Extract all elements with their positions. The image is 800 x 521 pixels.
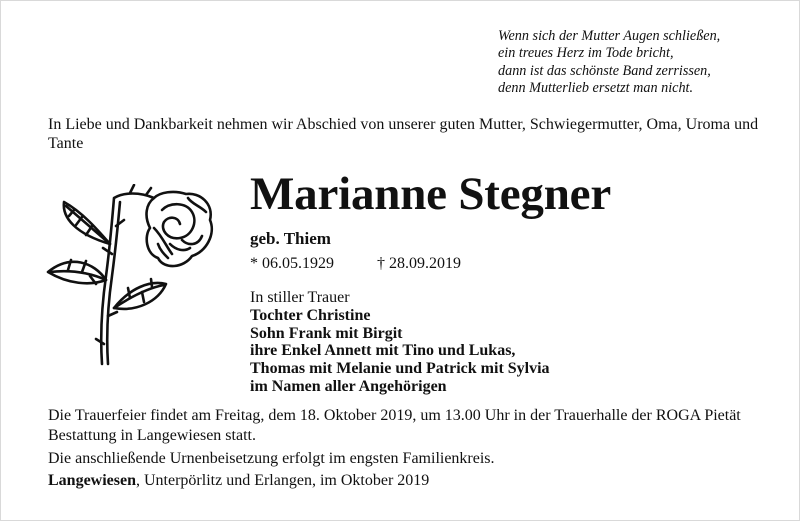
rose-drawing-icon bbox=[42, 184, 220, 374]
place-main: Langewiesen bbox=[48, 472, 136, 489]
deceased-name: Marianne Stegner bbox=[250, 168, 611, 220]
place-date bbox=[48, 471, 768, 491]
mourners-block bbox=[250, 289, 550, 396]
poem-line: Wenn sich der Mutter Augen schließen, bbox=[498, 28, 721, 44]
mourner-line: ihre Enkel Annett mit Tino und Lukas, bbox=[250, 342, 516, 360]
mourners-heading: In stiller Trauer bbox=[250, 289, 350, 306]
maiden-name: geb. Thiem bbox=[250, 229, 331, 248]
poem-line: dann ist das schönste Band zerrissen, bbox=[498, 62, 711, 79]
mourner-line: Tochter Christine bbox=[250, 306, 371, 324]
poem-line: ein treues Herz im Tode bricht, bbox=[498, 45, 674, 62]
poem-line: denn Mutterlieb ersetzt man nicht. bbox=[498, 80, 694, 97]
poem bbox=[498, 28, 794, 98]
ceremony-text: Die Trauerfeier findet am Freitag, dem 18. Oktober 2019, um 13.00 Uhr in der Trauerhalle der ROGA Pietät Bestattung in Langewiesen statt. bbox=[48, 407, 741, 444]
mourner-line: Thomas mit Melanie und Patrick mit Sylvia bbox=[250, 360, 550, 378]
mourner-line: Sohn Frank mit Birgit bbox=[250, 324, 403, 342]
death-date: † 28.09.2019 bbox=[377, 255, 461, 272]
birth-date: * 06.05.1929 bbox=[250, 255, 334, 272]
place-rest: , Unterpörlitz und Erlangen, im Oktober 2019 bbox=[136, 472, 430, 489]
intro-text: In Liebe und Dankbarkeit nehmen wir Abschied von unserer guten Mutter, Schwiegermutter, Oma, Uroma und Tante bbox=[48, 116, 759, 152]
urn-burial-text: Die anschließende Urnenbeisetzung erfolgt im engsten Familienkreis. bbox=[48, 450, 495, 467]
mourner-line: im Namen aller Angehörigen bbox=[250, 377, 447, 395]
